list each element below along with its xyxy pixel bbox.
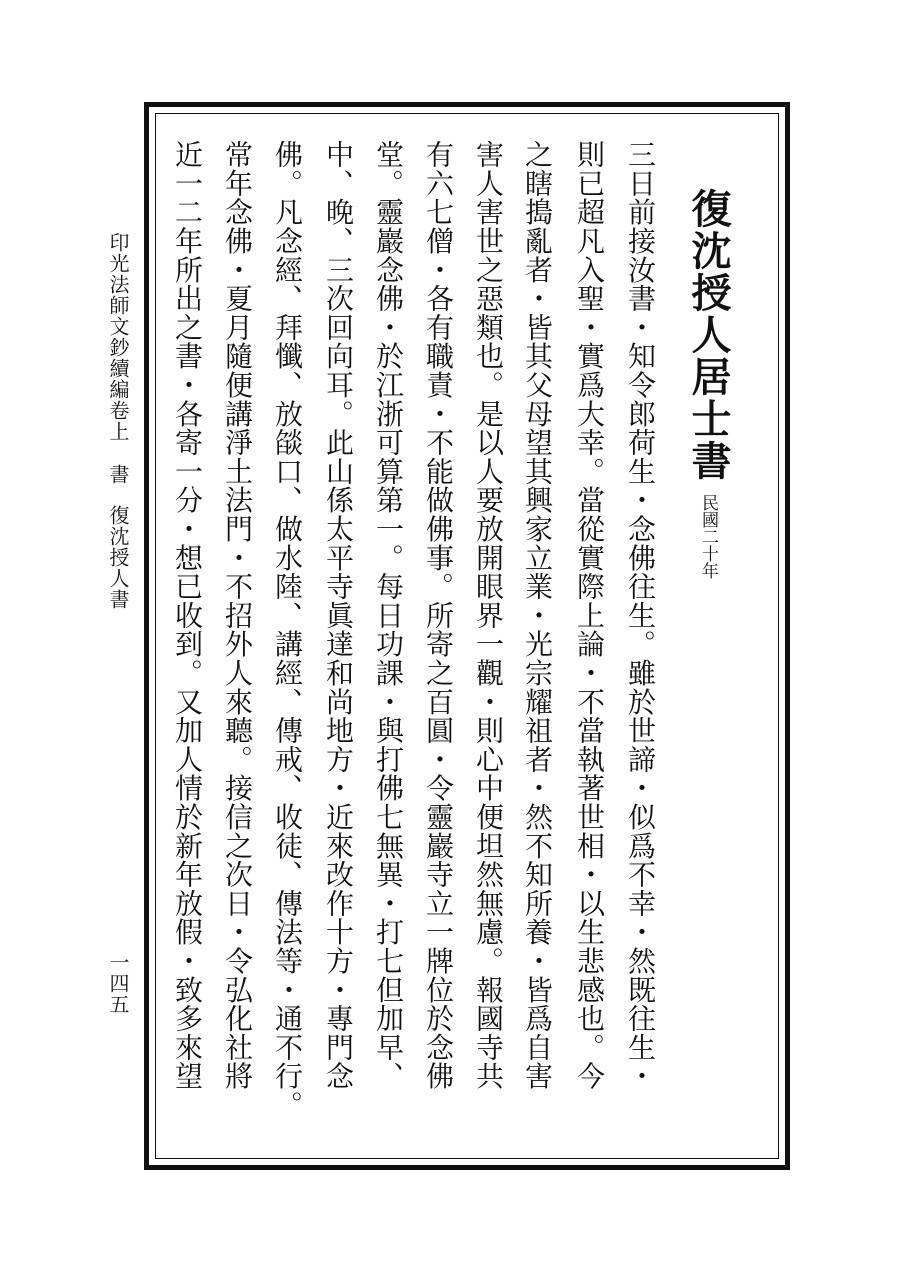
running-header-chapter: 復沈授人書	[106, 505, 130, 610]
text-column-4: 害人害世之惡類也。是以人要放開眼界一觀・則心中便坦然無慮。報國寺共	[472, 140, 505, 1091]
running-header-section: 書	[106, 464, 130, 485]
text-column-8: 佛。凡念經、拜懺、放燄口、做水陸、講經、傳戒、收徒、傳法等・通不行。	[271, 140, 304, 1120]
text-column-10: 近一二年所出之書・各寄一分・想已收到。又加人情於新年放假・致多來望	[171, 140, 204, 1091]
running-header	[108, 232, 128, 610]
page-number: 一四五	[106, 952, 130, 1015]
text-column-9: 常年念佛・夏月隨便講淨土法門・不招外人來聽。接信之次日・令弘化社將	[221, 140, 254, 1091]
text-column-3: 之瞎搗亂者・皆其父母望其興家立業・光宗耀祖者・然不知所養・皆爲自害	[521, 140, 554, 1091]
text-column-1: 三日前接汝書・知令郎荷生・念佛往生。雖於世諦・似爲不幸・然既往生・	[624, 140, 657, 1091]
text-column-2: 則已超凡入聖・實爲大幸。當從實際上論・不當執著世相・以生悲感也。今	[573, 140, 606, 1091]
text-column-6: 堂。靈巖念佛・於江浙可算第一。每日功課・與打佛七無異・打七但加早、	[372, 140, 405, 1091]
letter-date: 民國二十年	[698, 494, 718, 579]
running-header-book: 印光法師文鈔續編卷上	[106, 232, 130, 442]
letter-title: 復沈授人居士書	[685, 188, 732, 482]
text-column-7: 中、晚、三次回向耳。此山係太平寺眞達和尚地方・近來改作十方・專門念	[322, 140, 355, 1091]
text-column-5: 有六七僧・各有職責・不能做佛事。所寄之百圓・令靈巖寺立一牌位於念佛	[422, 140, 455, 1091]
